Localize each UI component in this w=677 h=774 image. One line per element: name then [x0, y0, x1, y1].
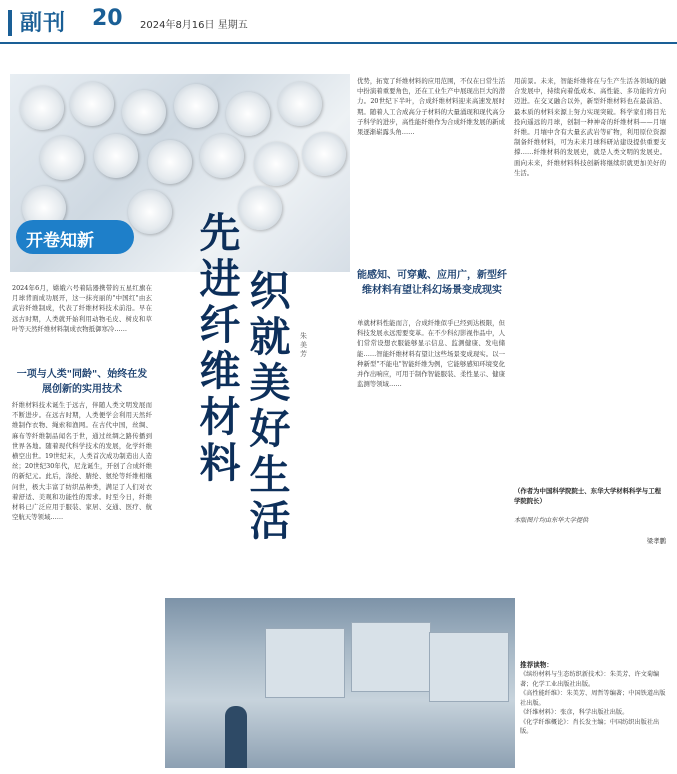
column-badge-label: 开卷知新 [26, 231, 94, 251]
photo-credit: 本版图片均由东华大学提供 [514, 517, 589, 524]
editor-credit: 梁孝鹏 [646, 537, 666, 545]
spinning-machine-photo [165, 598, 515, 768]
author-note: （作者为中国科学院院士、东华大学材料科学与工程学院院长） [514, 487, 661, 505]
section-title: 副刊 [20, 11, 67, 36]
reading-item: 《缤纷材料与生态纺织新技术》：朱美芳、许文菊编著；化学工业出版社出版。 [520, 671, 660, 688]
headline-part-a: 先进纤维材料 [199, 209, 241, 487]
page-number: 20 [92, 6, 123, 31]
worker-figure [225, 706, 247, 768]
reading-title: 推荐读物： [520, 661, 553, 669]
body-column-right: 用前景。未来，智能纤维将在与生产生活各领域的融合发展中，持续向着低成本、高性能、多功能的方向迈进。在交叉融合以外，新型纤维材料也在最前沿、最本质的材料来源上努力实现突破。科学家们将目光投向遥远的月球，创制一种神奇的纤维材料——月壤纤维。月壤中含有大量玄武岩等矿物，利用原位资源制备纤维材料，可为未来月球科研站建设提供重要支撑……纤维材料的发展史，就是人类文明的发展史。面向未来，纤维材料科技创新将继续织就更加美好的生活。 [514, 77, 666, 177]
headline-part-b: 织就美好生活 [249, 267, 291, 545]
masthead [0, 0, 677, 44]
reading-item: 《高性能纤维》：朱美芳、周哲等编著；中国铁道出版社出版。 [520, 690, 666, 707]
recommended-reading [520, 660, 670, 768]
intro-paragraph: 2024年6月，嫦娥六号着陆器携带的五星红旗在月球背面成功展开，这一抹亮丽的"中国红"由玄武岩纤维制成，代表了纤维材料技术前沿。早在远古时期，人类就开始利用动物毛皮、树皮和草叶等天然纤维材料制成衣物抵御寒冷…… [12, 284, 152, 333]
issue-date: 2024年8月16日 星期五 [140, 20, 248, 31]
subheading-first: 一项与人类"同龄"、始终在发展创新的实用技术 [16, 369, 148, 395]
body-column-left: 纤维材料技术诞生于远古，伴随人类文明发展而不断进步。在远古时期，人类便学会利用天然纤维制作衣物、绳索和渔网。在古代中国，丝绸、麻布等纤维制品闻名于世，通过丝绸之路传播到世界各地。随着现代科学技术的发展，化学纤维横空出世。19世纪末，人类首次成功制造出人造丝；20世纪30年代，尼龙诞生，开创了合成纤维的新纪元。此后，涤纶、腈纶、氨纶等纤维相继问世，极大丰富了纺织品种类，满足了人们对衣着舒适、美观和功能性的需求。时至今日，纤维材料已广泛应用于服装、家居、交通、医疗、航空航天等领域…… [12, 401, 152, 522]
reading-item: 《纤维材料》：张彦，科学出版社出版。 [520, 709, 629, 716]
body-column-middle: 单就材料性能而言，合成纤维似乎已经到达极限，但科技发展永远需要变革。在不少科幻影视作品中，人们常常设想衣服能够显示信息、监测健康、发电储能……智能纤维材料有望让这些场景变成现实。以一种新型"不能电"智能纤维为例，它能够感知环境变化并作出响应，可用于制作智能服装、柔性显示、健康监测等领域…… [357, 319, 505, 389]
byline: 朱美芳 [300, 332, 307, 358]
subheading-second: 能感知、可穿戴、应用广，新型纤维材料有望让科幻场景变成现实 [357, 270, 507, 296]
body-column-middle-top: 优势，拓宽了纤维材料的应用范围，不仅在日常生活中扮演着重要角色，还在工业生产中展现出巨大的潜力。20世纪下半叶，合成纤维材料迎来高速发展时期。随着人工合成高分子材料的大量涌现和现代高分子科学的进步，高性能纤维作为合成纤维发展的新成果逐渐崭露头角…… [357, 77, 505, 137]
reading-item: 《化学纤维概论》：肖长发主编；中国纺织出版社出版。 [520, 718, 660, 735]
masthead-accent-bar [8, 10, 12, 36]
